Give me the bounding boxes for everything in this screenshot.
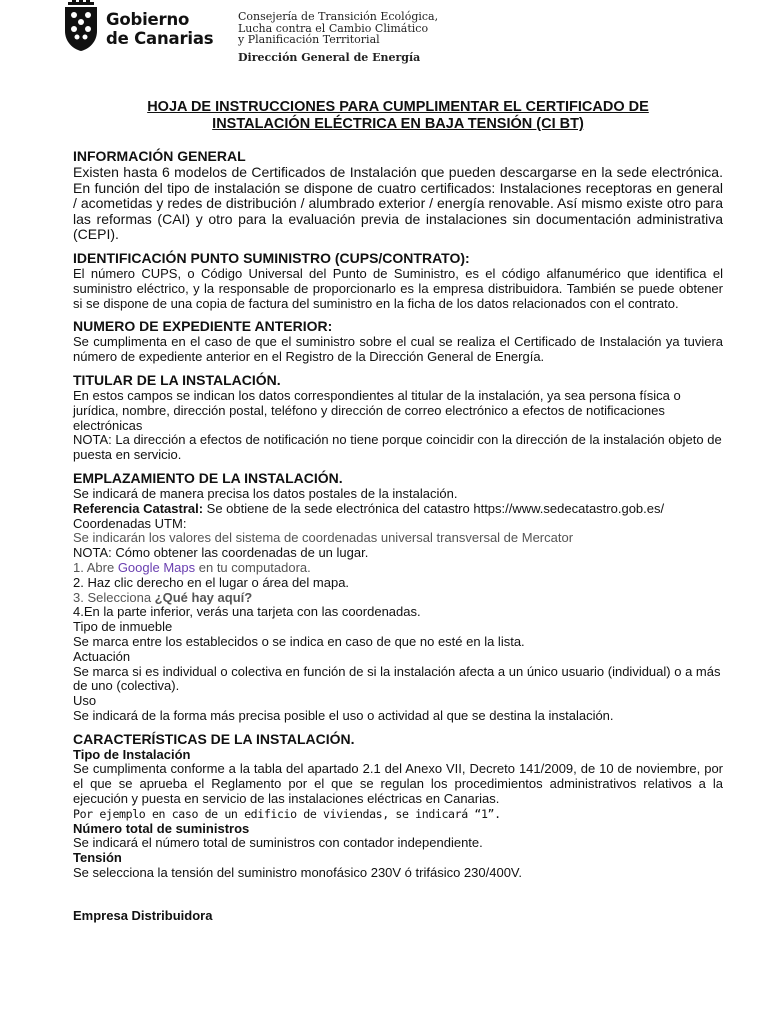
cups-text: El número CUPS, o Código Universal del Punto de Suministro, es el código alfanumérico que identifica el suministro eléctrico, y la responsable de proporcionarlo es la empresa distribuidora. También se puede obtener si se dispone de una copia de factura del suministro en la ficha de los datos relacionados con el contrato. — [73, 265, 723, 311]
government-name: Gobierno de Canarias — [106, 10, 214, 48]
utm-label: Coordenadas UTM: — [73, 515, 187, 531]
tension-text: Se selecciona la tensión del suministro monofásico 230V ó trifásico 230/400V. — [73, 865, 523, 881]
expediente-text: Se cumplimenta en el caso de que el suministro sobre el cual se realiza el Certificado de Instalación ya tuviera número de expediente anterior en el Registro de la Dirección General de Energía. — [73, 334, 723, 365]
general-text: Existen hasta 6 modelos de Certificados de Instalación que pueden descargarse en la sede electrónica. En función del tipo de instalación se dispone de cuatro certificados: Instalaciones receptoras en general / acometidas y redes de distribución / alumbrado exterior / energía renovable. Así mismo existe otro para las reformas (CAI) y otro para la evaluación previa de instalaciones sin documentación administrativa (CEPI). — [73, 164, 723, 243]
section-heading-caracteristicas: CARACTERÍSTICAS DE LA INSTALACIÓN. — [73, 730, 355, 747]
utm-text: Se indicarán los valores del sistema de coordenadas universal transversal de Mercator — [73, 530, 574, 546]
uso-text: Se indicará de la forma más precisa posible el uso o actividad al que se destina la instalación. — [73, 707, 614, 723]
step-2: 2. Haz clic derecho en el lugar o área del mapa. — [73, 574, 350, 590]
titular-text: En estos campos se indican los datos correspondientes al titular de la instalación, ya sea persona física o jurídica, nombre, dirección postal, teléfono y dirección de correo electrónico a efectos de notificaciones electrónicas — [73, 387, 681, 433]
inmueble-label: Tipo de inmueble — [73, 619, 173, 635]
uso-label: Uso — [73, 693, 97, 709]
actuacion-label: Actuación — [73, 648, 131, 664]
tension-label: Tensión — [73, 850, 122, 866]
section-heading-emplazamiento: EMPLAZAMIENTO DE LA INSTALACIÓN. — [73, 469, 343, 486]
section-heading-cups: IDENTIFICACIÓN PUNTO SUMINISTRO (CUPS/CONTRATO): — [73, 249, 470, 266]
step-4: 4.En la parte inferior, verás una tarjeta con las coordenadas. — [73, 604, 421, 620]
empresa-distribuidora-heading: Empresa Distribuidora — [73, 907, 213, 923]
emplazamiento-intro: Se indicará de manera precisa los datos postales de la instalación. — [73, 485, 458, 501]
step-1: 1. Abre Google Maps en tu computadora. — [73, 559, 311, 575]
google-maps-link[interactable]: Google Maps — [117, 559, 196, 575]
directorate-name: Dirección General de Energía — [238, 50, 421, 64]
section-heading-titular: TITULAR DE LA INSTALACIÓN. — [73, 371, 281, 388]
tipo-instalacion-label: Tipo de Instalación — [73, 746, 191, 762]
actuacion-text: Se marca si es individual o colectiva en función de si la instalación afecta a un único usuario (individual) o a más de uno (colectiva). — [73, 663, 721, 694]
num-suministros-label: Número total de suministros — [73, 820, 250, 836]
titular-note: NOTA: La dirección a efectos de notificación no tiene porque coincidir con la dirección de la instalación objeto de puesta en servicio. — [73, 432, 722, 463]
inmueble-text: Se marca entre los establecidos o se indica en caso de que no esté en la lista. — [73, 633, 525, 649]
example-text: Por ejemplo en caso de un edificio de viviendas, se indicará “1”. — [73, 806, 501, 821]
coordinates-note: NOTA: Cómo obtener las coordenadas de un lugar. — [73, 545, 369, 561]
section-heading-general: INFORMACIÓN GENERAL — [73, 148, 246, 164]
document-title: HOJA DE INSTRUCCIONES PARA CUMPLIMENTAR EL CERTIFICADO DE INSTALACIÓN ELÉCTRICA EN BAJA TENSIÓN (CI BT) — [147, 99, 649, 132]
coat-of-arms-icon — [62, 0, 100, 52]
department-name: Consejería de Transición Ecológica, Lucha contra el Cambio Climático y Planificación Territorial Dirección General de Energía — [238, 10, 439, 64]
referencia-catastral: Referencia Catastral: Se obtiene de la sede electrónica del catastro https://www.sedecatastro.gob.es/ — [73, 500, 665, 516]
section-heading-expediente: NUMERO DE EXPEDIENTE ANTERIOR: — [73, 318, 333, 335]
page-header — [62, 0, 482, 70]
document-body — [73, 148, 723, 924]
tipo-instalacion-text: Se cumplimenta conforme a la tabla del apartado 2.1 del Anexo VII, Decreto 141/2009, de 10 de noviembre, por el que se aprueba el Reglamento por el que se regulan los procedimientos administrativos relativos a la ejecución y puesta en servicio de las instalaciones eléctricas en Canarias. — [73, 761, 723, 807]
num-suministros-text: Se indicará el número total de suministros con contador independiente. — [73, 835, 483, 851]
step-3: 3. Selecciona ¿Qué hay aquí? — [73, 589, 253, 605]
